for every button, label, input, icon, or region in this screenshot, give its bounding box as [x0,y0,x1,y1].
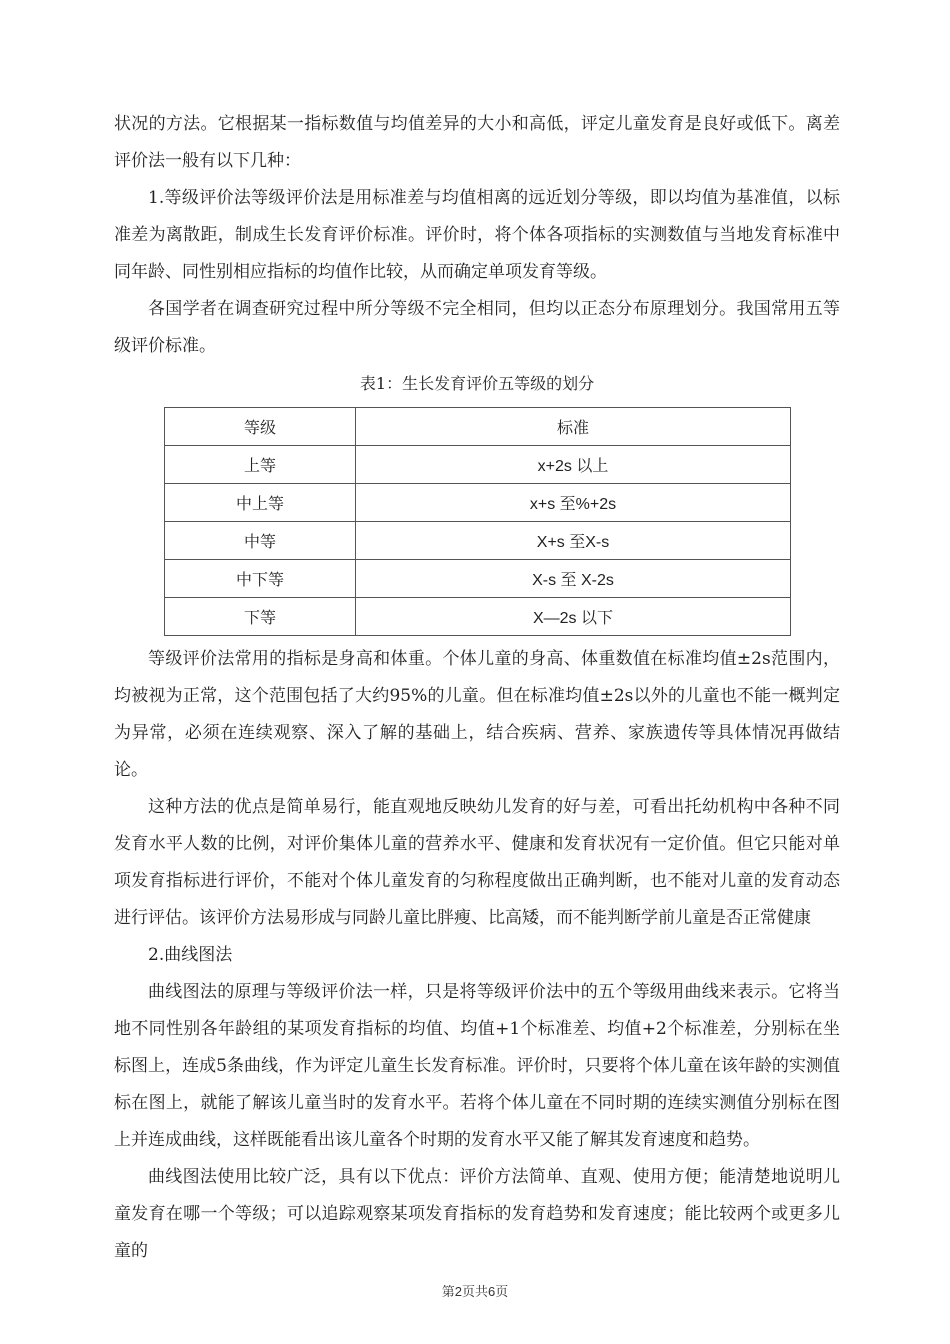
grading-table [164,407,791,636]
level-cell: 下等 [165,598,356,636]
table-row [165,560,791,598]
level-cell: 中下等 [165,560,356,598]
paragraph-five-levels: 各国学者在调查研究过程中所分等级不完全相同，但均以正态分布原理划分。我国常用五等级评价标准。 [114,299,840,356]
page-content [114,106,840,1270]
standard-cell: X-s 至 X-2s [356,560,791,598]
paragraph-curve-advantages: 曲线图法使用比较广泛，具有以下优点：评价方法简单、直观、使用方便；能清楚地说明儿童发育在哪一个等级；可以追踪观察某项发育指标的发育趋势和发育速度；能比较两个或更多儿童的 [114,1167,840,1261]
page-number-footer: 第2页共6页 [441,1284,509,1299]
level-cell: 中上等 [165,484,356,522]
paragraph-intro: 状况的方法。它根据某一指标数值与均值差异的大小和高低，评定儿童发育是良好或低下。离差评价法一般有以下几种： [114,114,840,171]
paragraph-common-indicators: 等级评价法常用的指标是身高和体重。个体儿童的身高、体重数值在标准均值±2s范围内，均被视为正常，这个范围包括了大约95%的儿童。但在标准均值±2s以外的儿童也不能一概判定为异常，必须在连续观察、深入了解的基础上，结合疾病、营养、家族遗传等具体情况再做结论。 [114,649,840,780]
table-row [165,446,791,484]
paragraph-advantages: 这种方法的优点是简单易行，能直观地反映幼儿发育的好与差，可看出托幼机构中各种不同发育水平人数的比例，对评价集体儿童的营养水平、健康和发育状况有一定价值。但它只能对单项发育指标进行评价，不能对个体儿童发育的匀称程度做出正确判断，也不能对儿童的发育动态进行评估。该评价方法易形成与同龄儿童比胖瘦、比高矮，而不能判断学前儿童是否正常健康 [114,797,840,928]
table-caption: 表1：生长发育评价五等级的划分 [359,374,595,393]
header-level: 等级 [165,408,356,446]
standard-cell: x+2s 以上 [356,446,791,484]
standard-cell: x+s 至%+2s [356,484,791,522]
standard-cell: X+s 至X-s [356,522,791,560]
table-row [165,522,791,560]
table-row [165,484,791,522]
standard-cell: X—2s 以下 [356,598,791,636]
level-cell: 中等 [165,522,356,560]
section-heading-curve-method: 2.曲线图法 [148,945,233,965]
table-header-row [165,408,791,446]
post-table-section [114,641,840,1270]
table-row [165,598,791,636]
level-cell: 上等 [165,446,356,484]
header-standard: 标准 [356,408,791,446]
paragraph-curve-principle: 曲线图法的原理与等级评价法一样，只是将等级评价法中的五个等级用曲线来表示。它将当地不同性别各年龄组的某项发育指标的均值、均值+1个标准差、均值+2个标准差，分别标在坐标图上，连成5条曲线，作为评定儿童生长发育标准。评价时，只要将个体儿童在该年龄的实测值标在图上，就能了解该儿童当时的发育水平。若将个体儿童在不同时期的连续实测值分别标在图上并连成曲线，这样既能看出该儿童各个时期的发育水平又能了解其发育速度和趋势。 [114,982,840,1150]
paragraph-grading-method: 1.等级评价法等级评价法是用标准差与均值相离的远近划分等级，即以均值为基准值，以标准差为离散距，制成生长发育评价标准。评价时，将个体各项指标的实测数值与当地发育标准中同年龄、同性别相应指标的均值作比较，从而确定单项发育等级。 [114,188,840,282]
